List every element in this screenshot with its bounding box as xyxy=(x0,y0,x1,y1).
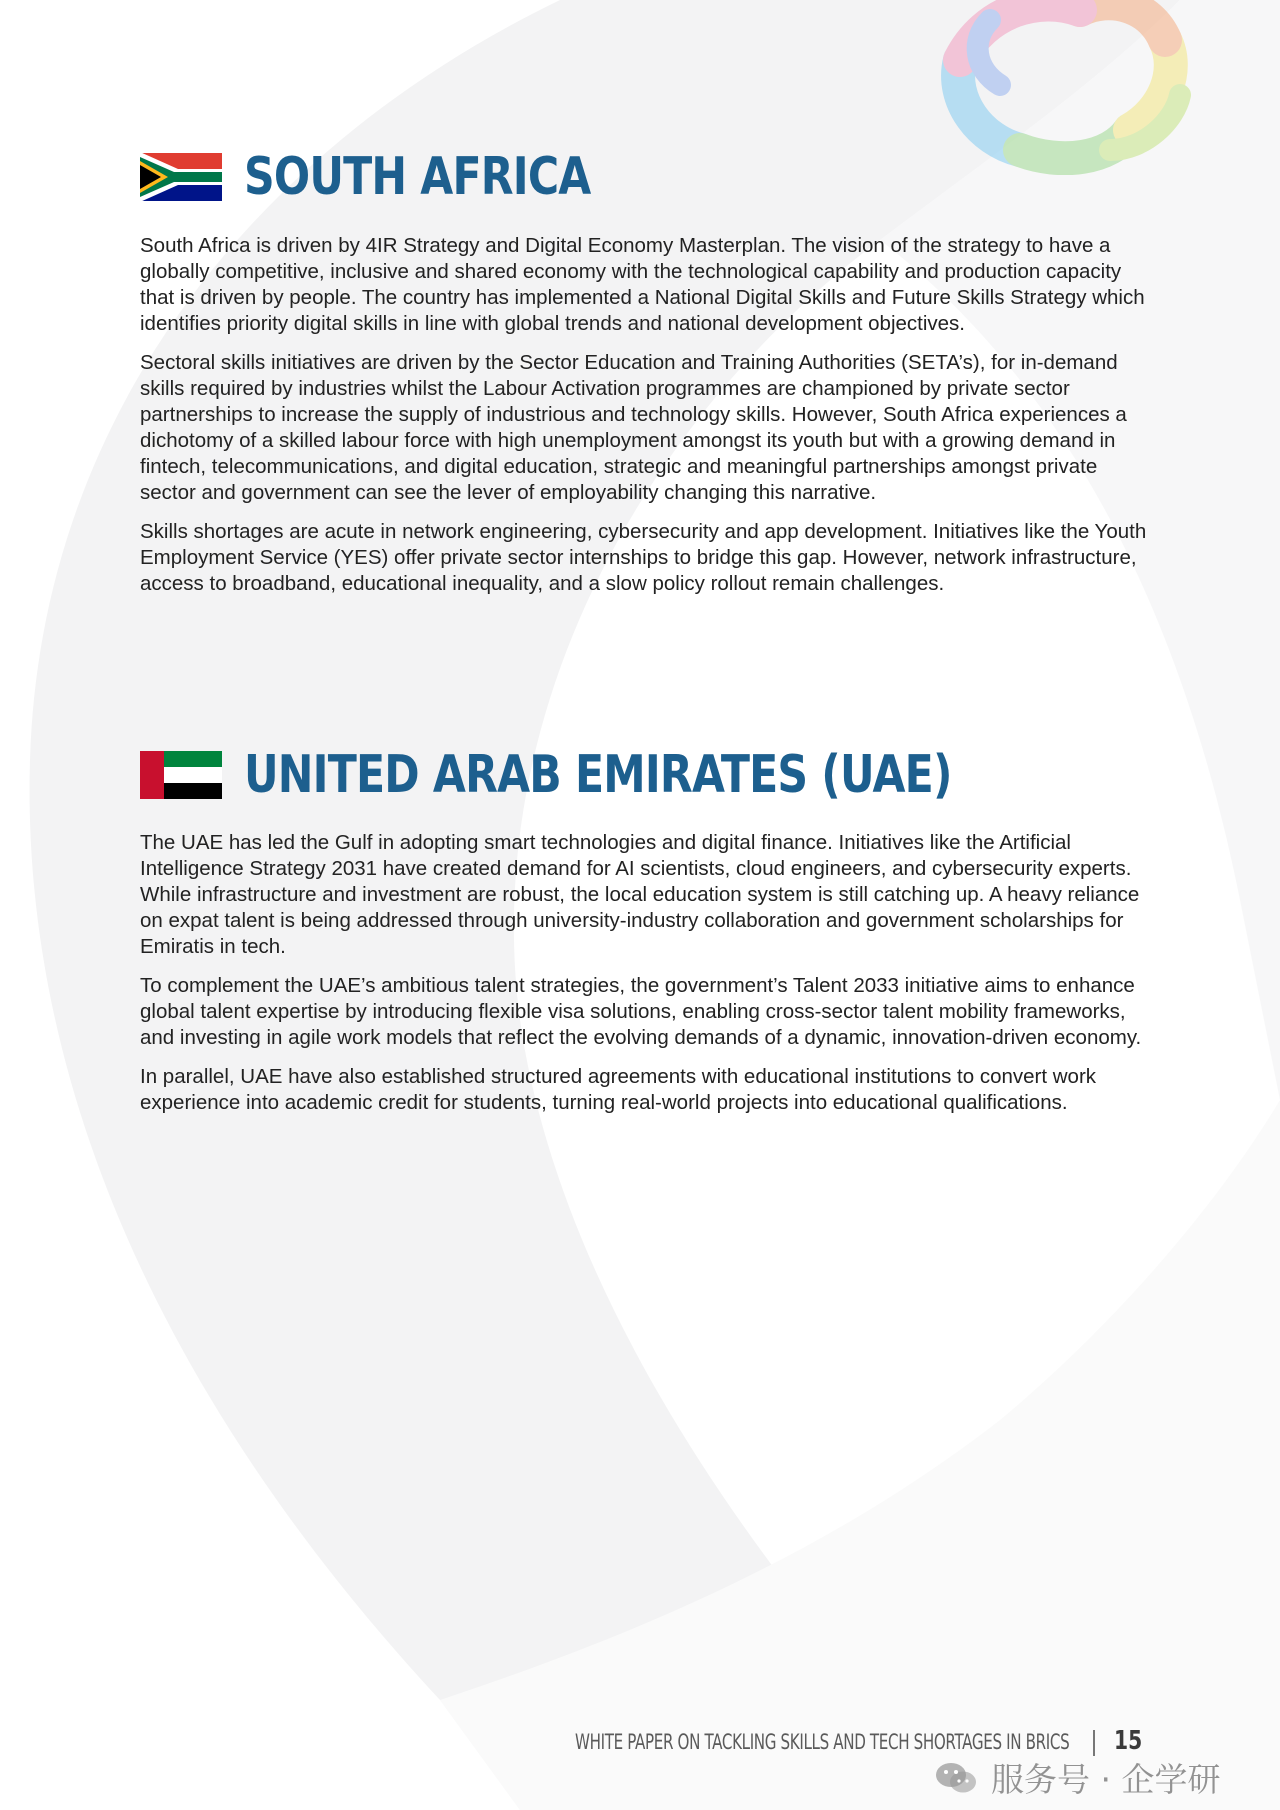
section-title: UNITED ARAB EMIRATES (UAE) xyxy=(244,745,952,805)
page-footer xyxy=(0,1718,1280,1799)
south-africa-flag xyxy=(140,153,222,201)
page-number: 15 xyxy=(1114,1726,1143,1756)
paragraph: Skills shortages are acute in network engineering, cybersecurity and app development. Initiatives like the Youth Employment Service (YES) offer private sector internships to bridge this gap. However, network infrastructure, access to broadband, educational inequality, and a slow policy rollout remain challenges. xyxy=(140,520,1147,595)
footer-document-title: WHITE PAPER ON TACKLING SKILLS AND TECH SHORTAGES IN BRICS xyxy=(575,1730,1070,1754)
paragraph: To complement the UAE’s ambitious talent strategies, the government’s Talent 2033 initiative aims to enhance global talent expertise by introducing flexible visa solutions, enabling cross-sector talent mobility frameworks, and investing in agile work models that reflect the evolving demands of a dynamic, innovation-driven economy. xyxy=(140,974,1142,1049)
uae-heading xyxy=(140,740,1107,810)
paragraph: South Africa is driven by 4IR Strategy and Digital Economy Masterplan. The vision of the strategy to have a globally competitive, inclusive and shared economy with the technological capability and production capacity that is driven by people. The country has implemented a National Digital Skills and Future Skills Strategy which identifies priority digital skills in line with global trends and national development objectives. xyxy=(140,234,1145,335)
section-title: SOUTH AFRICA xyxy=(244,147,591,207)
paragraph: In parallel, UAE have also established structured agreements with educational institutions to convert work experience into academic credit for students, turning real-world projects into educational qualifications. xyxy=(140,1065,1097,1114)
paragraph: Sectoral skills initiatives are driven by the Sector Education and Training Authorities (SETA’s), for in-demand skills required by industries whilst the Labour Activation programmes are championed by private sector partnerships to increase the supply of industrious and technology skills. However, South Africa experiences a dichotomy of a skilled labour force with high unemployment amongst its youth but with a growing demand in fintech, telecommunications, and digital education, strategic and meaningful partnerships amongst private sector and government can see the lever of employability changing this narrative. xyxy=(140,351,1127,504)
footer-divider xyxy=(1093,1730,1095,1756)
paragraph: The UAE has led the Gulf in adopting smart technologies and digital finance. Initiatives like the Artificial Intelligence Strategy 2031 have created demand for AI scientists, cloud engineers, and cybersecurity experts. While infrastructure and investment are robust, the local education system is still catching up. A heavy reliance on expat talent is being addressed through university-industry collaboration and government scholarships for Emiratis in tech. xyxy=(140,831,1140,958)
uae-flag xyxy=(140,751,222,799)
watermark-text: 服务号 · 企学研 xyxy=(991,1760,1221,1799)
south-africa-heading xyxy=(140,142,667,212)
uae-body xyxy=(140,830,1150,1129)
south-africa-body xyxy=(140,233,1150,610)
watermark xyxy=(935,1754,1220,1801)
brics-logo-ring xyxy=(930,0,1230,175)
wechat-icon xyxy=(935,1761,977,1795)
